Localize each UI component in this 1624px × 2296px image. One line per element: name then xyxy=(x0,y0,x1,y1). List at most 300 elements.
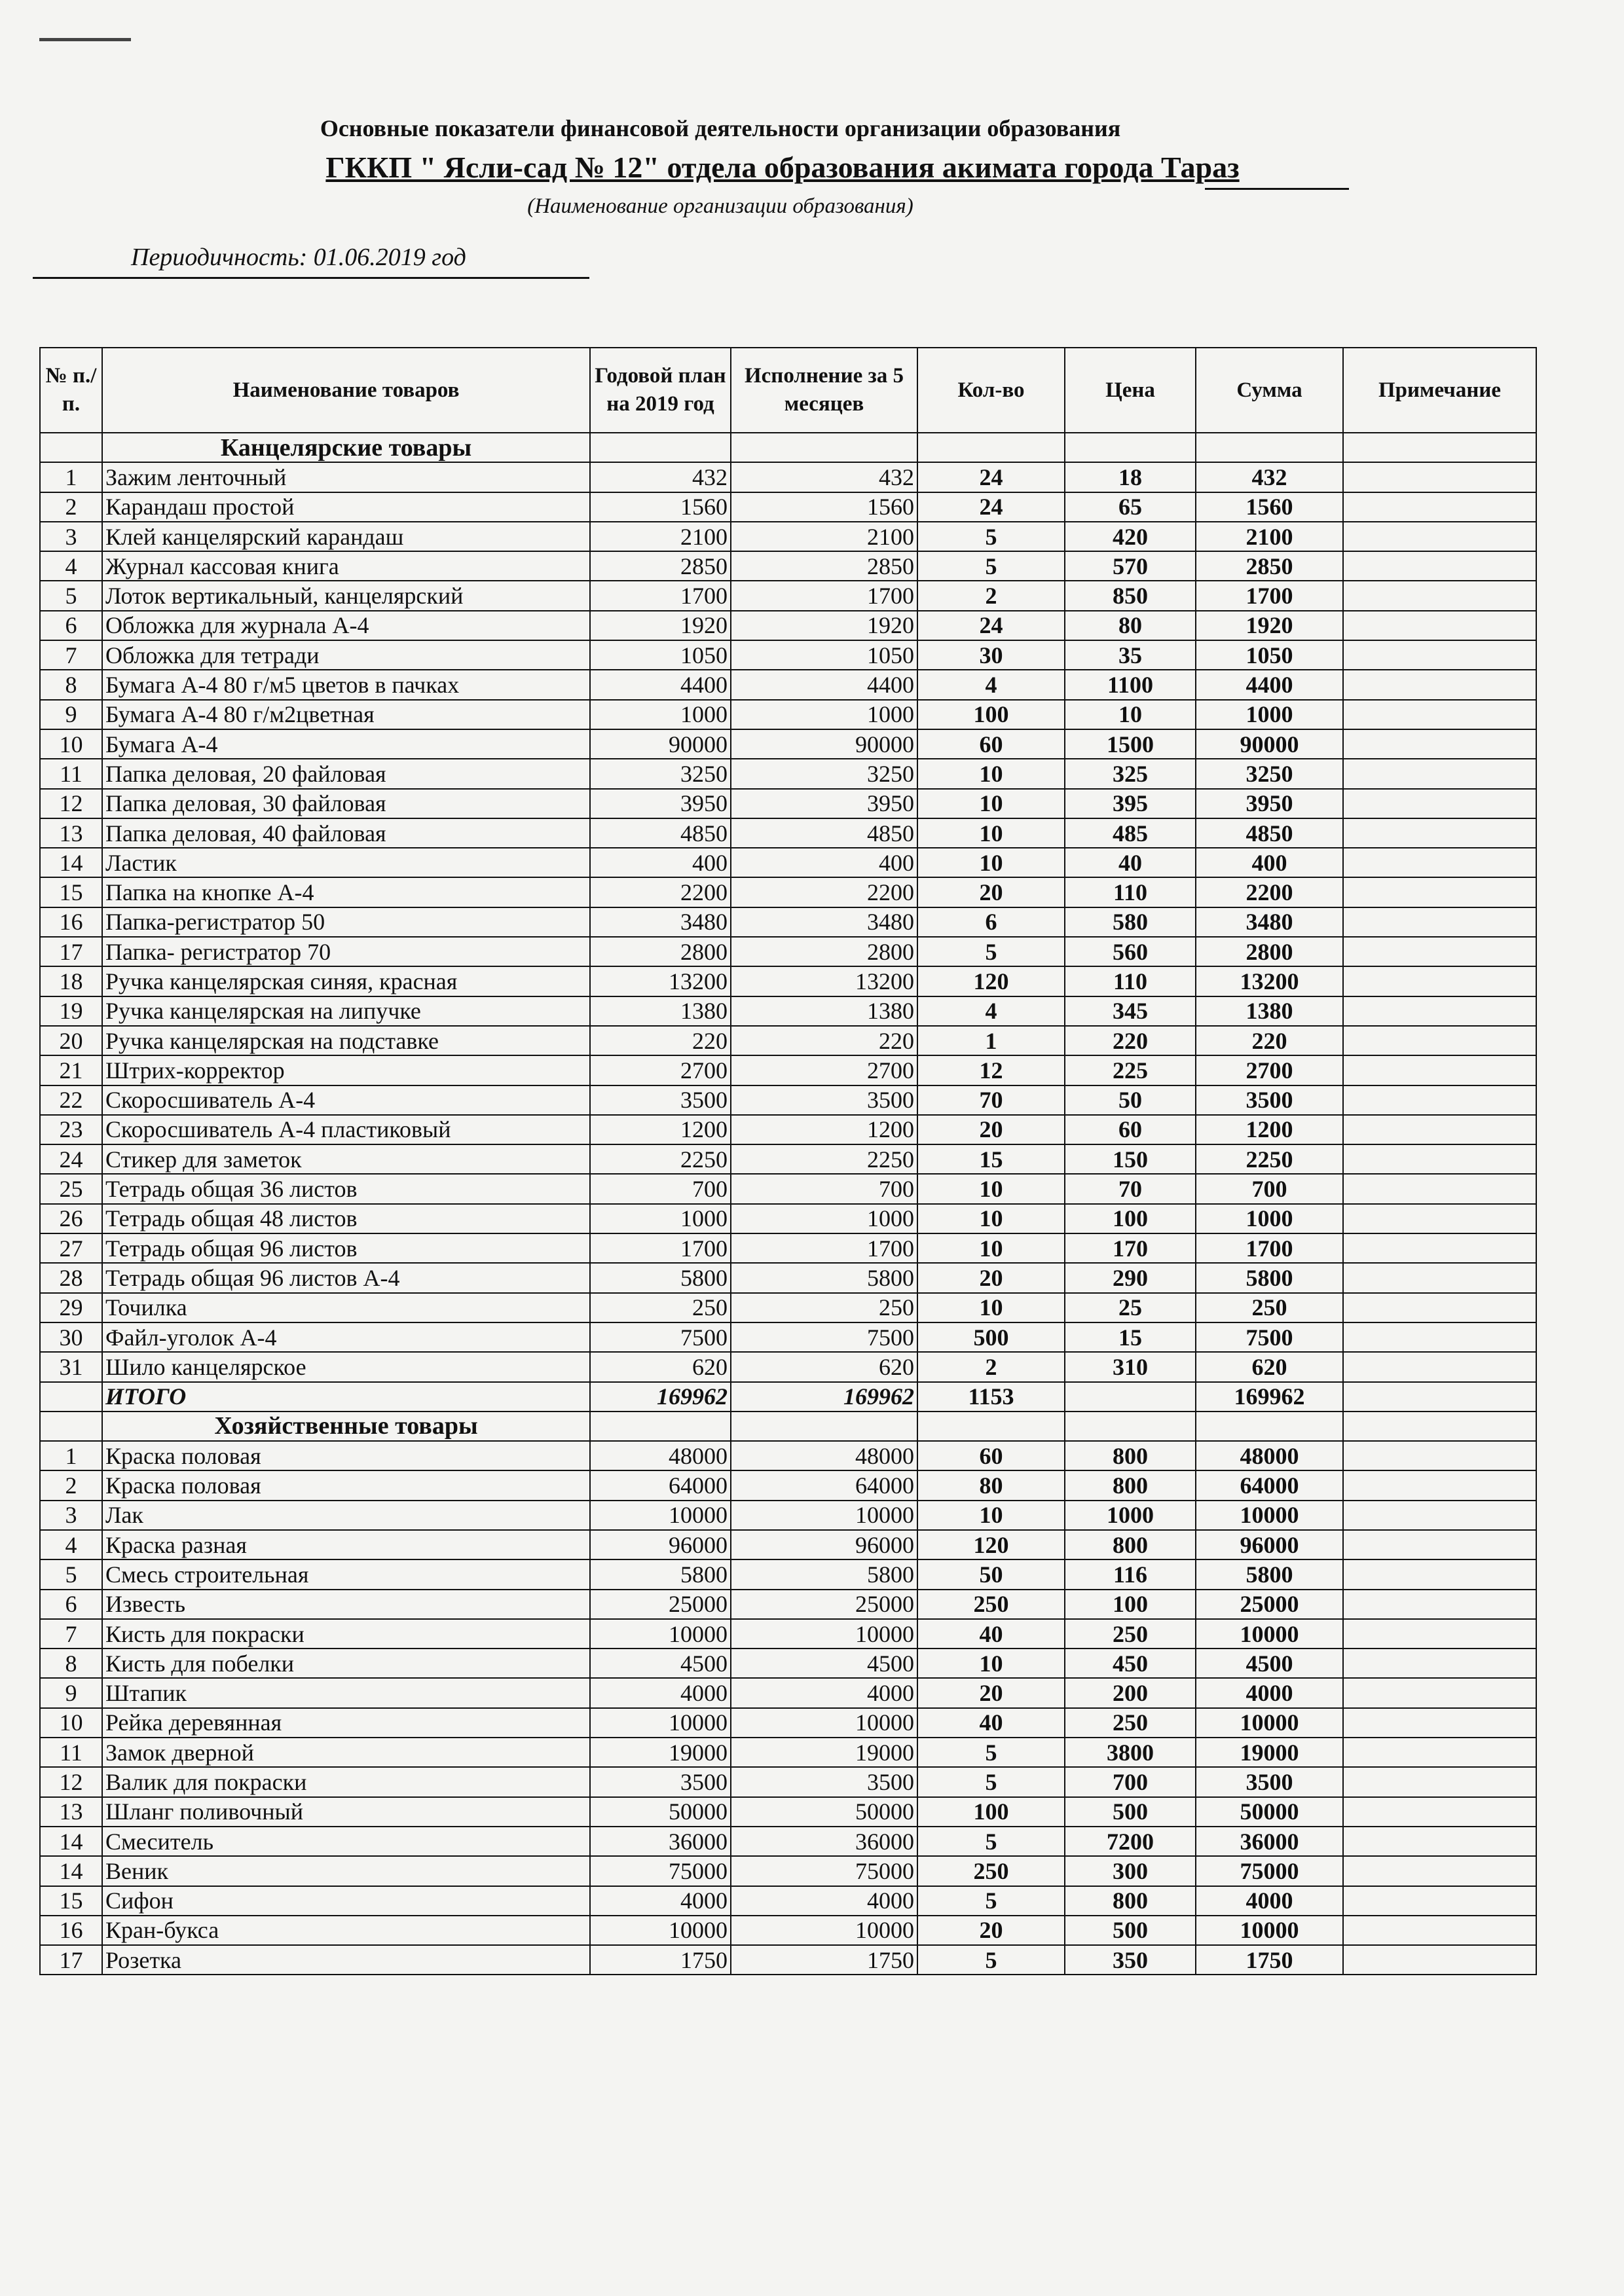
annual-plan: 4000 xyxy=(590,1886,731,1916)
note xyxy=(1343,1233,1536,1263)
table-row xyxy=(40,1441,1536,1470)
sum: 4500 xyxy=(1196,1649,1343,1678)
empty-cell xyxy=(1196,1412,1343,1441)
sum: 5800 xyxy=(1196,1559,1343,1589)
price: 500 xyxy=(1065,1916,1196,1945)
annual-plan: 220 xyxy=(590,1026,731,1055)
quantity: 12 xyxy=(917,1055,1065,1085)
table-row xyxy=(40,818,1536,848)
row-number: 4 xyxy=(40,1530,102,1559)
price: 420 xyxy=(1065,522,1196,551)
table-row xyxy=(40,877,1536,907)
quantity: 60 xyxy=(917,1441,1065,1470)
execution: 700 xyxy=(731,1174,917,1203)
item-name: Штрих-корректор xyxy=(102,1055,590,1085)
note xyxy=(1343,1590,1536,1619)
note xyxy=(1343,907,1536,937)
sum: 75000 xyxy=(1196,1856,1343,1886)
row-number: 19 xyxy=(40,996,102,1026)
quantity: 20 xyxy=(917,877,1065,907)
row-number: 6 xyxy=(40,1590,102,1619)
row-number: 18 xyxy=(40,966,102,996)
quantity: 5 xyxy=(917,551,1065,581)
item-name: Папка деловая, 30 файловая xyxy=(102,789,590,818)
note xyxy=(1343,937,1536,966)
note xyxy=(1343,1649,1536,1678)
quantity: 2 xyxy=(917,581,1065,610)
table-row xyxy=(40,996,1536,1026)
item-name: Лак xyxy=(102,1501,590,1530)
row-number: 26 xyxy=(40,1204,102,1233)
sum: 96000 xyxy=(1196,1530,1343,1559)
row-number: 2 xyxy=(40,1470,102,1500)
table-row xyxy=(40,1322,1536,1352)
execution: 1050 xyxy=(731,640,917,670)
execution: 3950 xyxy=(731,789,917,818)
item-name: Сифон xyxy=(102,1886,590,1916)
execution: 1920 xyxy=(731,611,917,640)
table-row xyxy=(40,1352,1536,1381)
price: 80 xyxy=(1065,611,1196,640)
note xyxy=(1343,966,1536,996)
annual-plan: 4000 xyxy=(590,1678,731,1707)
col-exec: Исполнение за 5 месяцев xyxy=(731,348,917,433)
sum: 64000 xyxy=(1196,1470,1343,1500)
note xyxy=(1343,1619,1536,1649)
item-name: Замок дверной xyxy=(102,1738,590,1767)
execution: 432 xyxy=(731,462,917,492)
note xyxy=(1343,1945,1536,1975)
sum: 1700 xyxy=(1196,1233,1343,1263)
empty-cell xyxy=(1343,1412,1536,1441)
price: 70 xyxy=(1065,1174,1196,1203)
item-name: Обложка для тетради xyxy=(102,640,590,670)
annual-plan: 2700 xyxy=(590,1055,731,1085)
execution: 48000 xyxy=(731,1441,917,1470)
note xyxy=(1343,462,1536,492)
execution: 620 xyxy=(731,1352,917,1381)
row-number: 8 xyxy=(40,1649,102,1678)
execution: 2700 xyxy=(731,1055,917,1085)
quantity: 40 xyxy=(917,1708,1065,1738)
annual-plan: 4400 xyxy=(590,670,731,699)
quantity: 24 xyxy=(917,611,1065,640)
organization-caption: (Наименование организации образования) xyxy=(527,194,913,218)
annual-plan: 1750 xyxy=(590,1945,731,1975)
price: 580 xyxy=(1065,907,1196,937)
sum: 5800 xyxy=(1196,1263,1343,1292)
row-number: 5 xyxy=(40,581,102,610)
row-number: 7 xyxy=(40,640,102,670)
table-row xyxy=(40,1649,1536,1678)
execution: 96000 xyxy=(731,1530,917,1559)
note xyxy=(1343,1530,1536,1559)
row-number: 27 xyxy=(40,1233,102,1263)
quantity: 10 xyxy=(917,818,1065,848)
total-label: ИТОГО xyxy=(102,1382,590,1412)
quantity: 100 xyxy=(917,700,1065,729)
execution: 4000 xyxy=(731,1886,917,1916)
sum: 2100 xyxy=(1196,522,1343,551)
table-row xyxy=(40,937,1536,966)
item-name: Обложка для журнала А-4 xyxy=(102,611,590,640)
annual-plan: 620 xyxy=(590,1352,731,1381)
row-number: 25 xyxy=(40,1174,102,1203)
price: 18 xyxy=(1065,462,1196,492)
quantity: 50 xyxy=(917,1559,1065,1589)
execution: 4500 xyxy=(731,1649,917,1678)
sum: 1000 xyxy=(1196,700,1343,729)
execution: 90000 xyxy=(731,729,917,759)
quantity: 5 xyxy=(917,1945,1065,1975)
item-name: Шланг поливочный xyxy=(102,1797,590,1827)
execution: 5800 xyxy=(731,1263,917,1292)
row-number: 12 xyxy=(40,1767,102,1796)
annual-plan: 90000 xyxy=(590,729,731,759)
item-name: Папка деловая, 40 файловая xyxy=(102,818,590,848)
annual-plan: 3500 xyxy=(590,1767,731,1796)
execution: 19000 xyxy=(731,1738,917,1767)
table-row xyxy=(40,1263,1536,1292)
price: 50 xyxy=(1065,1085,1196,1115)
section-number-cell xyxy=(40,1412,102,1441)
execution: 3500 xyxy=(731,1767,917,1796)
price: 100 xyxy=(1065,1590,1196,1619)
note xyxy=(1343,611,1536,640)
sum: 250 xyxy=(1196,1293,1343,1322)
execution: 1560 xyxy=(731,492,917,522)
note xyxy=(1343,1144,1536,1174)
note xyxy=(1343,1916,1536,1945)
total-price xyxy=(1065,1382,1196,1412)
sum: 4000 xyxy=(1196,1678,1343,1707)
row-number: 8 xyxy=(40,670,102,699)
annual-plan: 10000 xyxy=(590,1708,731,1738)
row-number: 16 xyxy=(40,907,102,937)
item-name: Тетрадь общая 96 листов xyxy=(102,1233,590,1263)
item-name: Кисть для покраски xyxy=(102,1619,590,1649)
scan-mark xyxy=(39,38,131,41)
price: 290 xyxy=(1065,1263,1196,1292)
quantity: 250 xyxy=(917,1856,1065,1886)
quantity: 30 xyxy=(917,640,1065,670)
price: 200 xyxy=(1065,1678,1196,1707)
item-name: Папка-регистратор 50 xyxy=(102,907,590,937)
quantity: 10 xyxy=(917,1174,1065,1203)
sum: 700 xyxy=(1196,1174,1343,1203)
row-number: 31 xyxy=(40,1352,102,1381)
table-row xyxy=(40,729,1536,759)
annual-plan: 1000 xyxy=(590,1204,731,1233)
sum: 19000 xyxy=(1196,1738,1343,1767)
quantity: 2 xyxy=(917,1352,1065,1381)
price: 250 xyxy=(1065,1708,1196,1738)
execution: 1700 xyxy=(731,1233,917,1263)
table-row xyxy=(40,1827,1536,1856)
empty-cell xyxy=(1065,433,1196,462)
annual-plan: 3480 xyxy=(590,907,731,937)
row-number: 3 xyxy=(40,522,102,551)
period-underline xyxy=(33,277,589,279)
item-name: Краска половая xyxy=(102,1441,590,1470)
execution: 64000 xyxy=(731,1470,917,1500)
sum: 220 xyxy=(1196,1026,1343,1055)
table-row xyxy=(40,1115,1536,1144)
table-row xyxy=(40,907,1536,937)
table-row xyxy=(40,1559,1536,1589)
empty-cell xyxy=(731,433,917,462)
note xyxy=(1343,1827,1536,1856)
price: 60 xyxy=(1065,1115,1196,1144)
total-exec: 169962 xyxy=(731,1382,917,1412)
quantity: 20 xyxy=(917,1115,1065,1144)
execution: 2100 xyxy=(731,522,917,551)
price: 65 xyxy=(1065,492,1196,522)
item-name: Известь xyxy=(102,1590,590,1619)
note xyxy=(1343,848,1536,877)
quantity: 20 xyxy=(917,1678,1065,1707)
note xyxy=(1343,700,1536,729)
price: 225 xyxy=(1065,1055,1196,1085)
item-name: Штапик xyxy=(102,1678,590,1707)
quantity: 4 xyxy=(917,996,1065,1026)
empty-cell xyxy=(917,433,1065,462)
quantity: 6 xyxy=(917,907,1065,937)
row-number: 17 xyxy=(40,1945,102,1975)
execution: 13200 xyxy=(731,966,917,996)
annual-plan: 1380 xyxy=(590,996,731,1026)
empty-cell xyxy=(731,1412,917,1441)
total-number-cell xyxy=(40,1382,102,1412)
table-row xyxy=(40,1797,1536,1827)
item-name: Клей канцелярский карандаш xyxy=(102,522,590,551)
table-row xyxy=(40,1233,1536,1263)
item-name: Скоросшиватель А-4 xyxy=(102,1085,590,1115)
row-number: 29 xyxy=(40,1293,102,1322)
note xyxy=(1343,1293,1536,1322)
note xyxy=(1343,670,1536,699)
price: 170 xyxy=(1065,1233,1196,1263)
sum: 4850 xyxy=(1196,818,1343,848)
item-name: Файл-уголок А-4 xyxy=(102,1322,590,1352)
execution: 10000 xyxy=(731,1619,917,1649)
annual-plan: 1000 xyxy=(590,700,731,729)
price: 325 xyxy=(1065,759,1196,788)
row-number: 13 xyxy=(40,1797,102,1827)
annual-plan: 1700 xyxy=(590,581,731,610)
row-number: 13 xyxy=(40,818,102,848)
sum: 36000 xyxy=(1196,1827,1343,1856)
empty-cell xyxy=(590,433,731,462)
item-name: Папка на кнопке А-4 xyxy=(102,877,590,907)
quantity: 100 xyxy=(917,1797,1065,1827)
execution: 4000 xyxy=(731,1678,917,1707)
quantity: 5 xyxy=(917,937,1065,966)
quantity: 10 xyxy=(917,759,1065,788)
note xyxy=(1343,996,1536,1026)
row-number: 5 xyxy=(40,1559,102,1589)
row-number: 23 xyxy=(40,1115,102,1144)
col-price: Цена xyxy=(1065,348,1196,433)
table-header-row xyxy=(40,348,1536,433)
annual-plan: 3950 xyxy=(590,789,731,818)
table-row xyxy=(40,759,1536,788)
price: 345 xyxy=(1065,996,1196,1026)
price: 395 xyxy=(1065,789,1196,818)
price: 7200 xyxy=(1065,1827,1196,1856)
note xyxy=(1343,818,1536,848)
price: 570 xyxy=(1065,551,1196,581)
quantity: 10 xyxy=(917,789,1065,818)
note xyxy=(1343,1174,1536,1203)
table-row xyxy=(40,1590,1536,1619)
table-row xyxy=(40,1856,1536,1886)
sum: 1700 xyxy=(1196,581,1343,610)
quantity: 24 xyxy=(917,462,1065,492)
price: 800 xyxy=(1065,1886,1196,1916)
annual-plan: 10000 xyxy=(590,1916,731,1945)
sum: 1560 xyxy=(1196,492,1343,522)
col-qty: Кол-во xyxy=(917,348,1065,433)
table-row xyxy=(40,611,1536,640)
execution: 2250 xyxy=(731,1144,917,1174)
price: 25 xyxy=(1065,1293,1196,1322)
annual-plan: 4850 xyxy=(590,818,731,848)
row-number: 20 xyxy=(40,1026,102,1055)
item-name: Кисть для побелки xyxy=(102,1649,590,1678)
row-number: 11 xyxy=(40,759,102,788)
price: 116 xyxy=(1065,1559,1196,1589)
note xyxy=(1343,1204,1536,1233)
price: 450 xyxy=(1065,1649,1196,1678)
table-row xyxy=(40,1204,1536,1233)
total-plan: 169962 xyxy=(590,1382,731,1412)
price: 1500 xyxy=(1065,729,1196,759)
table-row xyxy=(40,700,1536,729)
item-name: Бумага А-4 80 г/м5 цветов в пачках xyxy=(102,670,590,699)
note xyxy=(1343,1678,1536,1707)
section-header-row xyxy=(40,433,1536,462)
col-sum: Сумма xyxy=(1196,348,1343,433)
annual-plan: 10000 xyxy=(590,1501,731,1530)
annual-plan: 1200 xyxy=(590,1115,731,1144)
execution: 1380 xyxy=(731,996,917,1026)
item-name: Зажим ленточный xyxy=(102,462,590,492)
quantity: 5 xyxy=(917,1738,1065,1767)
sum: 3950 xyxy=(1196,789,1343,818)
row-number: 11 xyxy=(40,1738,102,1767)
price: 110 xyxy=(1065,877,1196,907)
col-name: Наименование товаров xyxy=(102,348,590,433)
sum: 400 xyxy=(1196,848,1343,877)
item-name: Кран-букса xyxy=(102,1916,590,1945)
row-number: 6 xyxy=(40,611,102,640)
price: 1000 xyxy=(1065,1501,1196,1530)
note xyxy=(1343,1441,1536,1470)
item-name: Смеситель xyxy=(102,1827,590,1856)
table-body xyxy=(40,433,1536,1975)
sum: 10000 xyxy=(1196,1916,1343,1945)
note xyxy=(1343,1856,1536,1886)
execution: 400 xyxy=(731,848,917,877)
row-number: 14 xyxy=(40,1827,102,1856)
sum: 1920 xyxy=(1196,611,1343,640)
execution: 2800 xyxy=(731,937,917,966)
table-row xyxy=(40,966,1536,996)
item-name: Лоток вертикальный, канцелярский xyxy=(102,581,590,610)
table-row xyxy=(40,1026,1536,1055)
quantity: 70 xyxy=(917,1085,1065,1115)
price: 800 xyxy=(1065,1441,1196,1470)
table-row xyxy=(40,462,1536,492)
annual-plan: 4500 xyxy=(590,1649,731,1678)
col-number: № п./п. xyxy=(40,348,102,433)
table-row xyxy=(40,1619,1536,1649)
price: 110 xyxy=(1065,966,1196,996)
table-row xyxy=(40,1470,1536,1500)
annual-plan: 250 xyxy=(590,1293,731,1322)
annual-plan: 48000 xyxy=(590,1441,731,1470)
row-number: 30 xyxy=(40,1322,102,1352)
item-name: Бумага А-4 80 г/м2цветная xyxy=(102,700,590,729)
row-number: 9 xyxy=(40,700,102,729)
empty-cell xyxy=(590,1412,731,1441)
organization-name: ГККП " Ясли-сад № 12" отдела образования акимата города Тараз xyxy=(325,151,1240,184)
total-note xyxy=(1343,1382,1536,1412)
sum: 4000 xyxy=(1196,1886,1343,1916)
item-name: Стикер для заметок xyxy=(102,1144,590,1174)
execution: 220 xyxy=(731,1026,917,1055)
price: 700 xyxy=(1065,1767,1196,1796)
sum: 48000 xyxy=(1196,1441,1343,1470)
price: 15 xyxy=(1065,1322,1196,1352)
execution: 1700 xyxy=(731,581,917,610)
quantity: 5 xyxy=(917,522,1065,551)
execution: 2200 xyxy=(731,877,917,907)
quantity: 10 xyxy=(917,1233,1065,1263)
price: 10 xyxy=(1065,700,1196,729)
price: 310 xyxy=(1065,1352,1196,1381)
execution: 36000 xyxy=(731,1827,917,1856)
price: 35 xyxy=(1065,640,1196,670)
quantity: 1 xyxy=(917,1026,1065,1055)
row-number: 7 xyxy=(40,1619,102,1649)
note xyxy=(1343,1115,1536,1144)
quantity: 250 xyxy=(917,1590,1065,1619)
execution: 7500 xyxy=(731,1322,917,1352)
note xyxy=(1343,1738,1536,1767)
note xyxy=(1343,1767,1536,1796)
annual-plan: 50000 xyxy=(590,1797,731,1827)
note xyxy=(1343,551,1536,581)
table-row xyxy=(40,1144,1536,1174)
item-name: Рейка деревянная xyxy=(102,1708,590,1738)
row-number: 9 xyxy=(40,1678,102,1707)
financial-table xyxy=(39,347,1537,1975)
note xyxy=(1343,759,1536,788)
item-name: Карандаш простой xyxy=(102,492,590,522)
item-name: Тетрадь общая 36 листов xyxy=(102,1174,590,1203)
note xyxy=(1343,492,1536,522)
quantity: 120 xyxy=(917,966,1065,996)
quantity: 60 xyxy=(917,729,1065,759)
row-number: 24 xyxy=(40,1144,102,1174)
row-number: 15 xyxy=(40,877,102,907)
table-row xyxy=(40,1085,1536,1115)
table-row xyxy=(40,1767,1536,1796)
annual-plan: 1560 xyxy=(590,492,731,522)
total-qty: 1153 xyxy=(917,1382,1065,1412)
